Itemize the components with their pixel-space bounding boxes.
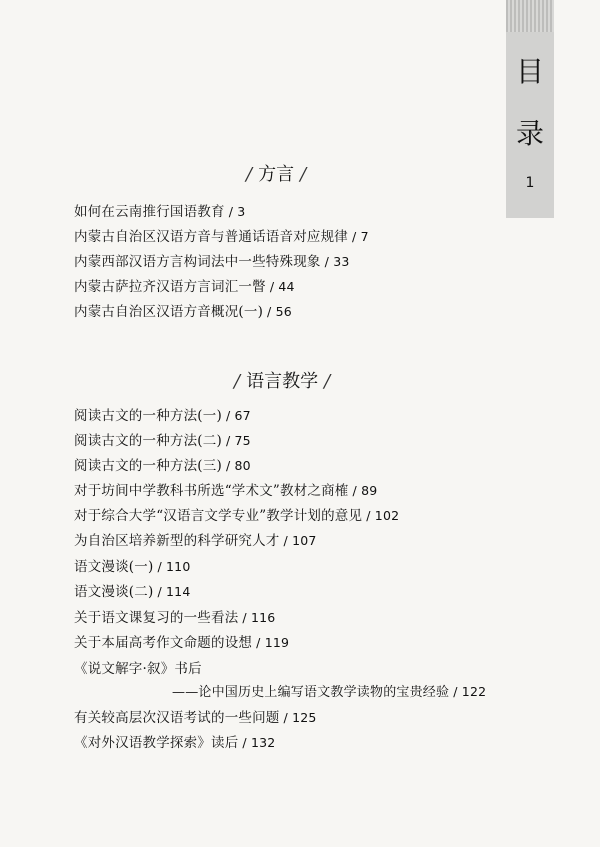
toc-entry[interactable]: 语文漫谈(一) / 110 — [74, 559, 191, 575]
section-heading-dialect: / 方言 / — [246, 164, 307, 185]
toc-entry[interactable]: 关于语文课复习的一些看法 / 116 — [74, 610, 276, 626]
toc-entry-subtitle[interactable]: ——论中国历史上编写语文教学读物的宝贵经验 / 122 — [172, 684, 487, 700]
tab-char-mu: 目 — [515, 55, 544, 88]
toc-entry[interactable]: 对于坊间中学教科书所选“学术文”教材之商榷 / 89 — [74, 483, 378, 499]
section-title: 方言 — [258, 164, 295, 185]
toc-entry[interactable]: 对于综合大学“汉语言文学专业”教学计划的意见 / 102 — [74, 508, 400, 524]
page-number: 1 — [525, 175, 535, 191]
toc-entry[interactable]: 阅读古文的一种方法(二) / 75 — [74, 433, 251, 449]
toc-entry[interactable]: 如何在云南推行国语教育 / 3 — [74, 204, 246, 220]
toc-entry[interactable]: 内蒙西部汉语方言构词法中一些特殊现象 / 33 — [74, 254, 350, 270]
toc-entry[interactable]: 《说文解字·叙》书后 — [74, 661, 202, 677]
contents-tab — [506, 0, 554, 218]
toc-entry[interactable]: 内蒙古萨拉齐汉语方言词汇一瞥 / 44 — [74, 279, 295, 295]
toc-entry[interactable]: 阅读古文的一种方法(一) / 67 — [74, 408, 251, 424]
section-heading-teaching: / 语言教学 / — [234, 371, 331, 392]
tab-stripes — [506, 0, 554, 32]
tab-char-lu: 录 — [515, 117, 544, 150]
toc-entry[interactable]: 内蒙古自治区汉语方音概况(一) / 56 — [74, 304, 292, 320]
toc-entry[interactable]: 语文漫谈(二) / 114 — [74, 584, 191, 600]
toc-entry[interactable]: 为自治区培养新型的科学研究人才 / 107 — [74, 533, 317, 549]
toc-entry[interactable]: 关于本届高考作文命题的设想 / 119 — [74, 635, 290, 651]
toc-entry[interactable]: 有关较高层次汉语考试的一些问题 / 125 — [74, 710, 317, 726]
section-title: 语言教学 — [246, 371, 319, 392]
toc-entry[interactable]: 内蒙古自治区汉语方音与普通话语音对应规律 / 7 — [74, 229, 369, 245]
toc-entry[interactable]: 阅读古文的一种方法(三) / 80 — [74, 458, 251, 474]
toc-entry[interactable]: 《对外汉语教学探索》读后 / 132 — [74, 735, 276, 751]
